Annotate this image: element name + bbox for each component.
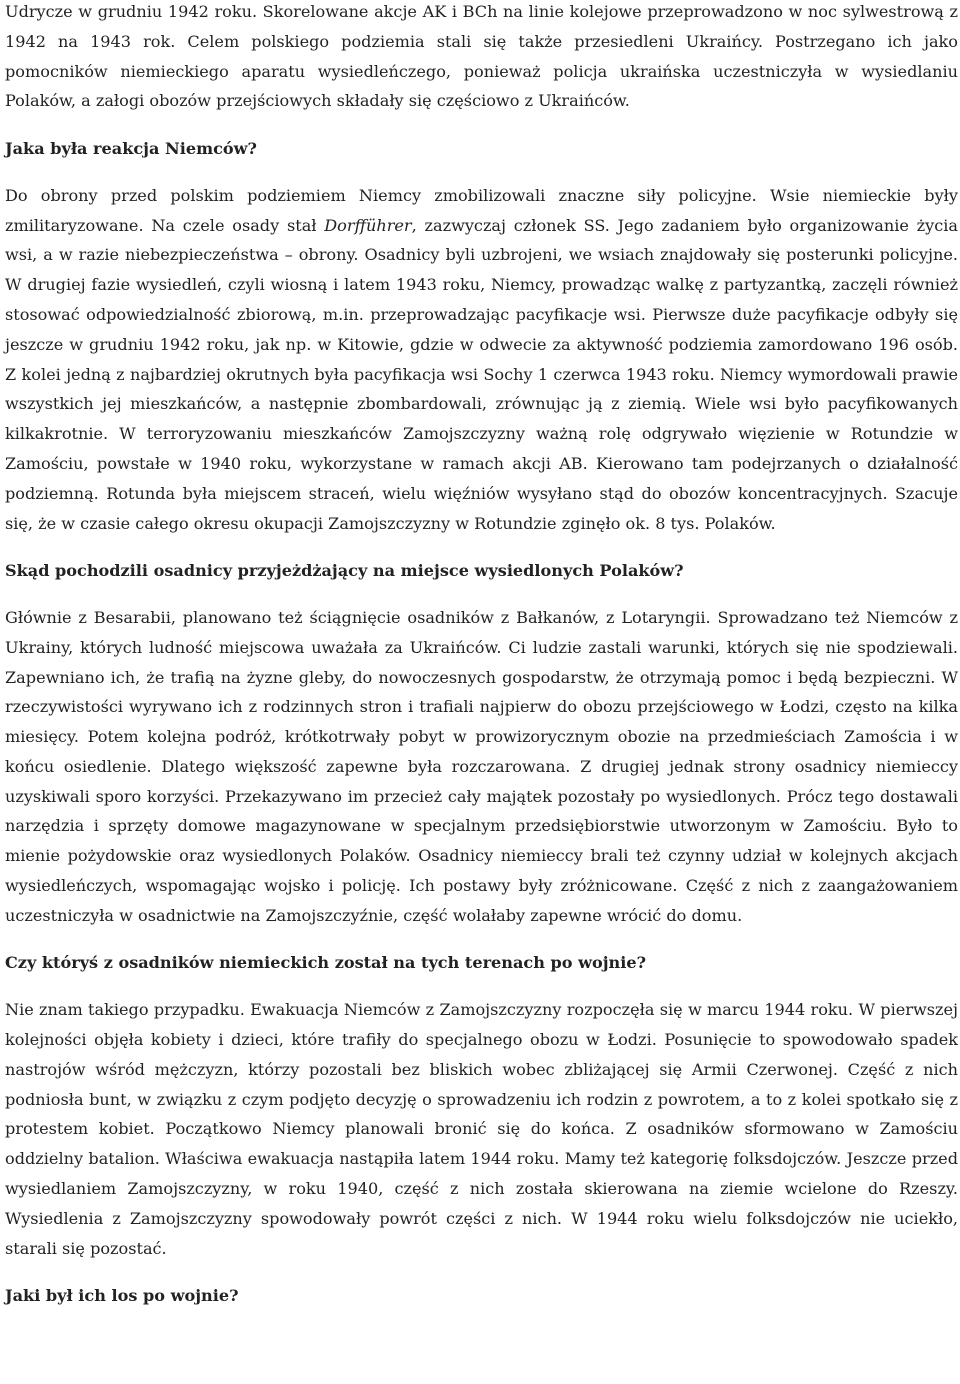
answer-1-text-b: , zazwyczaj członek SS. Jego zadaniem było organizowanie życia wsi, a w razie niebezpieczeństwa – obrony. Osadnicy byli uzbrojeni, we wsiach znajdowały się posterunki policyjne. W drugiej fazie wysiedleń, czyli wiosną i latem 1943 roku, Niemcy, prowadząc walkę z partyzantką, zaczęli również stosować odpowiedzialność zbiorową, m.in. przeprowadzając pacyfikacje wsi. Pierwsze duże pacyfikacje odbyły się jeszcze w grudniu 1942 roku, jak np. w Kitowie, gdzie w odwecie za aktywność podziemia zamordowano 196 osób. Z kolei jedną z najbardziej okrutnych była pacyfikacja wsi Sochy 1 czerwca 1943 roku. Niemcy wymordowali prawie wszystkich jej mieszkańców, a następnie zbombardowali, zrównując ją z ziemią. Wiele wsi było pacyfikowanych kilkakrotnie. W terroryzowaniu mieszkańców Zamojszczyzny ważną rolę odgrywało więzienie w Rotundzie w Zamościu, powstałe w 1940 roku, wykorzystane w ramach akcji AB. Kierowano tam podejrzanych o działalność podziemną. Rotunda była miejscem straceń, wielu więźniów wysyłano stąd do obozów koncentracyjnych. Szacuje się, że w czasie całego okresu okupacji Zamojszczyzny w Rotundzie zginęło ok. 8 tys. Polaków. [5,215,958,533]
answer-paragraph-1 [5,181,958,539]
question-heading-3: Czy któryś z osadników niemieckich został na tych terenach po wojnie? [5,953,647,973]
question-heading-4: Jaki był ich los po wojnie? [5,1285,239,1305]
article-body [5,0,958,1311]
answer-paragraph-2: Głównie z Besarabii, planowano też ściągnięcie osadników z Bałkanów, z Lotaryngii. Sprowadzano też Niemców z Ukrainy, których ludność miejscowa uważała za Ukraińców. Ci ludzie zastali warunki, których się nie spodziewali. Zapewniano ich, że trafią na żyzne gleby, do nowoczesnych gospodarstw, że otrzymają pomoc i będą bezpieczni. W rzeczywistości wyrywano ich z rodzinnych stron i trafiali najpierw do obozu przejściowego w Łodzi, często na kilka miesięcy. Potem kolejna podróż, krótkotrwały pobyt w prowizorycznym obozie na przedmieściach Zamościa i w końcu osiedlenie. Dlatego większość zapewne była rozczarowana. Z drugiej jednak strony osadnicy niemieccy uzyskiwali sporo korzyści. Przekazywano im przecież cały majątek pozostały po wysiedlonych. Prócz tego dostawali narzędzia i sprzęty domowe magazynowane w specjalnym przedsiębiorstwie utworzonym w Zamościu. Było to mienie pożydowskie oraz wysiedlonych Polaków. Osadnicy niemieccy brali też czynny udział w kolejnych akcjach wysiedleńczych, wspomagając wojsko i policję. Ich postawy były zróżnicowane. Część z nich z zaangażowaniem uczestniczyła w osadnictwie na Zamojszczyźnie, część wolałaby zapewne wrócić do domu. [5,607,958,925]
answer-1-emphasis: Dorfführer [324,215,412,235]
question-heading-2: Skąd pochodzili osadnicy przyjeżdżający na miejsce wysiedlonych Polaków? [5,560,684,580]
question-heading-1: Jaka była reakcja Niemców? [5,138,257,158]
intro-paragraph: Udrycze w grudniu 1942 roku. Skorelowane akcje AK i BCh na linie kolejowe przeprowadzono w noc sylwestrową z 1942 na 1943 rok. Celem polskiego podziemia stali się także przesiedleni Ukraińcy. Postrzegano ich jako pomocników niemieckiego aparatu wysiedleńczego, ponieważ policja ukraińska uczestniczyła w wysiedlaniu Polaków, a załogi obozów przejściowych składały się częściowo z Ukraińców. [5,2,958,111]
answer-1-text-a: Do obrony przed polskim podziemiem Niemcy zmobilizowali znaczne siły policyjne. Wsie niemieckie były zmilitaryzowane. Na czele osady stał [5,185,958,235]
answer-paragraph-3: Nie znam takiego przypadku. Ewakuacja Niemców z Zamojszczyzny rozpoczęła się w marcu 1944 roku. W pierwszej kolejności objęła kobiety i dzieci, które trafiły do specjalnego obozu w Łodzi. Posunięcie to spowodowało spadek nastrojów wśród mężczyzn, którzy pozostali bez bliskich wobec zbliżającej się Armii Czerwonej. Część z nich podniosła bunt, w związku z czym podjęto decyzję o sprowadzeniu ich rodzin z powrotem, a to z kolei spotkało się z protestem kobiet. Początkowo Niemcy planowali bronić się do końca. Z osadników sformowano w Zamościu oddzielny batalion. Właściwa ewakuacja nastąpiła latem 1944 roku. Mamy też kategorię folksdojczów. Jeszcze przed wysiedlaniem Zamojszczyzny, w roku 1940, część z nich została skierowana na ziemie wcielone do Rzeszy. Wysiedlenia z Zamojszczyzny spowodowały powrót części z nich. W 1944 roku wielu folksdojczów nie uciekło, starali się pozostać. [5,1000,958,1258]
